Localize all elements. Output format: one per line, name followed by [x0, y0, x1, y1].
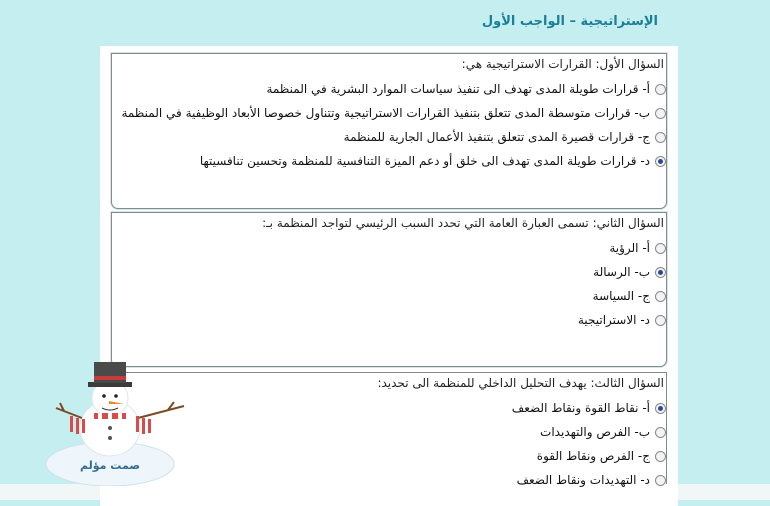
question-1-option-d[interactable]	[112, 149, 666, 173]
question-2-text: السؤال الثاني: تسمى العبارة العامة التي تحدد السبب الرئيسي لتواجد المنظمة بـ:	[262, 216, 664, 230]
question-1-text: السؤال الأول: القرارات الاستراتيجية هي:	[461, 57, 664, 71]
question-2-option-a[interactable]	[112, 236, 666, 260]
question-1-option-a[interactable]	[112, 77, 666, 101]
radio-button[interactable]	[655, 84, 666, 95]
question-3-text: السؤال الثالث: يهدف التحليل الداخلي للمنظمة الى تحديد:	[377, 376, 664, 390]
question-2-option-d[interactable]	[112, 308, 666, 332]
question-1-option-b[interactable]	[112, 101, 666, 125]
option-label: ب- الفرص والتهديدات	[540, 425, 650, 439]
page-title: الإستراتيجية – الواجب الأول	[481, 14, 658, 29]
option-label: أ- نقاط القوة ونقاط الضعف	[511, 401, 650, 415]
radio-button[interactable]	[655, 315, 666, 326]
radio-button[interactable]	[655, 475, 666, 486]
radio-button[interactable]	[655, 451, 666, 462]
radio-button[interactable]	[655, 291, 666, 302]
question-1	[111, 53, 667, 209]
option-label: ج- قرارات قصيرة المدى تتعلق بتنفيذ الأعمال الجارية للمنظمة	[343, 130, 650, 144]
option-label: د- التهديدات ونقاط الضعف	[516, 473, 650, 487]
option-label: د- الاستراتيجية	[577, 313, 650, 327]
question-2	[111, 212, 667, 367]
option-label: أ- قرارات طويلة المدى تهدف الى تنفيذ سياسات الموارد البشرية في المنظمة	[266, 82, 650, 96]
radio-button[interactable]	[655, 243, 666, 254]
radio-button[interactable]	[655, 132, 666, 143]
option-label: ج- الفرص ونقاط القوة	[536, 449, 650, 463]
radio-button[interactable]	[655, 427, 666, 438]
option-label: ب- الرسالة	[593, 265, 650, 279]
option-label: د- قرارات طويلة المدى تهدف الى خلق أو دعم الميزة التنافسية للمنظمة وتحسين تنافسيتها	[199, 154, 650, 168]
option-label: ب- قرارات متوسطة المدى تتعلق بتنفيذ القرارات الاستراتيجية وتتناول خصوصا الأبعاد الوظيفية في المنظمة	[121, 106, 650, 120]
option-label: ج- السياسة	[592, 289, 650, 303]
radio-button[interactable]	[655, 156, 666, 167]
question-1-option-c[interactable]	[112, 125, 666, 149]
question-2-option-b[interactable]	[112, 260, 666, 284]
option-label: أ- الرؤية	[609, 241, 650, 255]
question-2-option-c[interactable]	[112, 284, 666, 308]
radio-button[interactable]	[655, 108, 666, 119]
mascot-label: صمت مؤلم	[80, 459, 140, 472]
radio-button[interactable]	[655, 403, 666, 414]
radio-button[interactable]	[655, 267, 666, 278]
